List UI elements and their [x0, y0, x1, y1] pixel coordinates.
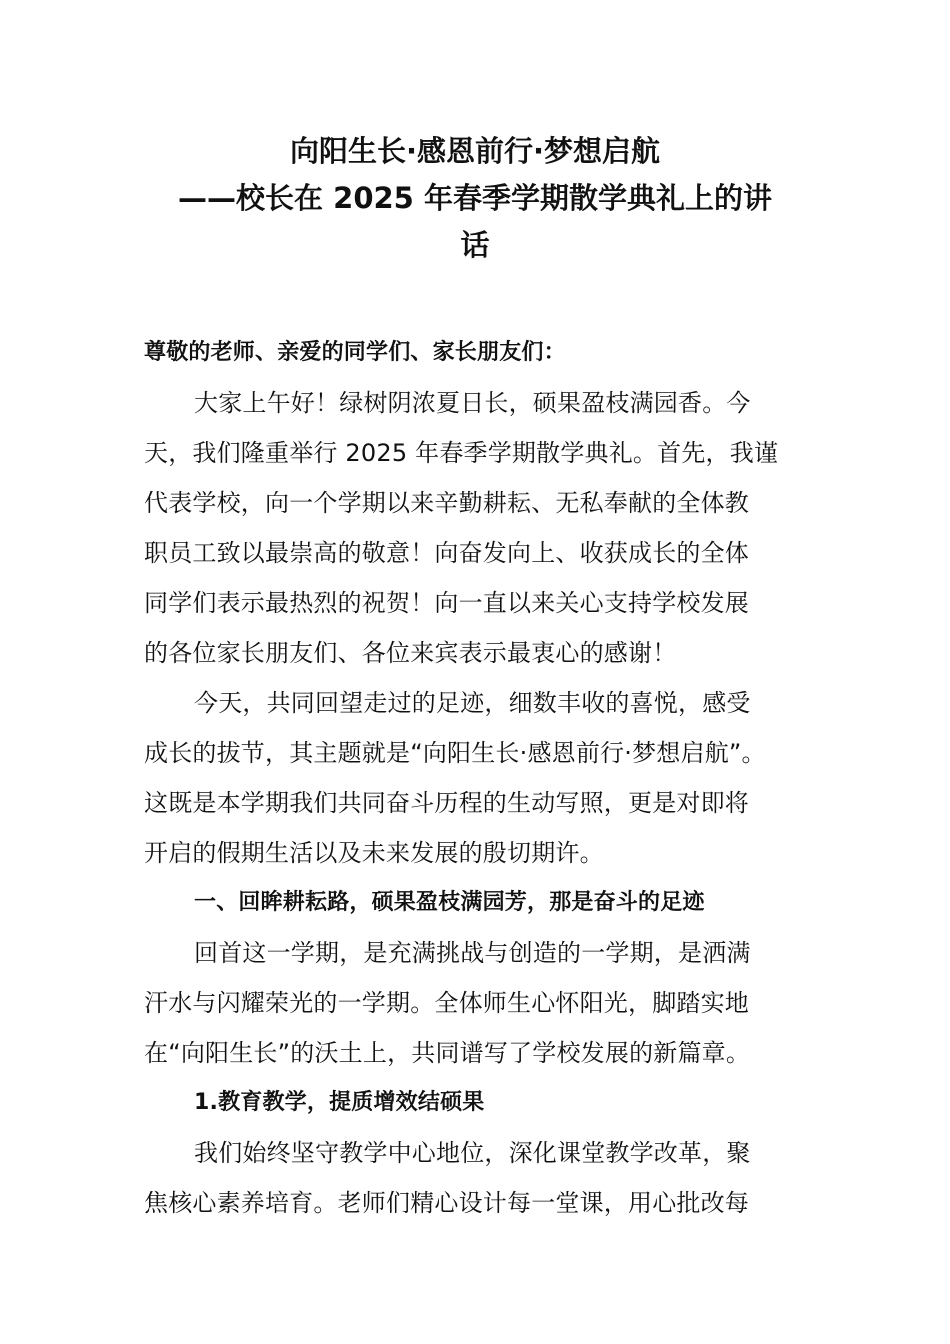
paragraph-line: 汗水与闪耀荣光的一学期。全体师生心怀阳光，脚踏实地 — [144, 989, 749, 1017]
title-line-2: ——校长在 2025 年春季学期散学典礼上的讲 — [178, 181, 772, 215]
paragraph-line: 开启的假期生活以及未来发展的殷切期许。 — [144, 839, 604, 867]
title-line-3: 话 — [460, 228, 490, 262]
subsection-heading: 1.教育教学，提质增效结硕果 — [194, 1090, 485, 1115]
document-title — [0, 128, 950, 269]
section-heading: 一、回眸耕耘路，硕果盈枝满园芳，那是奋斗的足迹 — [194, 890, 705, 915]
paragraph-line: 成长的拔节，其主题就是“向阳生长·感恩前行·梦想启航”。 — [144, 739, 766, 767]
paragraph-line: 这既是本学期我们共同奋斗历程的生动写照，更是对即将 — [144, 789, 749, 817]
paragraph-line: 大家上午好！绿树阴浓夏日长，硕果盈枝满园香。今 — [194, 389, 751, 417]
paragraph-line: 我们始终坚守教学中心地位，深化课堂教学改革，聚 — [194, 1139, 751, 1167]
paragraph-line: 的各位家长朋友们、各位来宾表示最衷心的感谢！ — [144, 639, 677, 667]
paragraph-line: 天，我们隆重举行 2025 年春季学期散学典礼。首先，我谨 — [144, 439, 779, 467]
title-line-1: 向阳生长·感恩前行·梦想启航 — [289, 134, 661, 168]
salutation: 尊敬的老师、亲爱的同学们、家长朋友们： — [144, 340, 566, 365]
paragraph-line: 职员工致以最崇高的敬意！向奋发向上、收获成长的全体 — [144, 539, 749, 567]
paragraph-line: 回首这一学期，是充满挑战与创造的一学期，是洒满 — [194, 939, 751, 967]
document-body — [144, 328, 814, 1228]
paragraph-line: 同学们表示最热烈的祝贺！向一直以来关心支持学校发展 — [144, 589, 749, 617]
paragraph-line: 在“向阳生长”的沃土上，共同谱写了学校发展的新篇章。 — [144, 1039, 751, 1067]
paragraph-line: 代表学校，向一个学期以来辛勤耕耘、无私奉献的全体教 — [144, 489, 749, 517]
paragraph-line: 今天，共同回望走过的足迹，细数丰收的喜悦，感受 — [194, 689, 751, 717]
paragraph-line: 焦核心素养培育。老师们精心设计每一堂课，用心批改每 — [144, 1189, 749, 1217]
